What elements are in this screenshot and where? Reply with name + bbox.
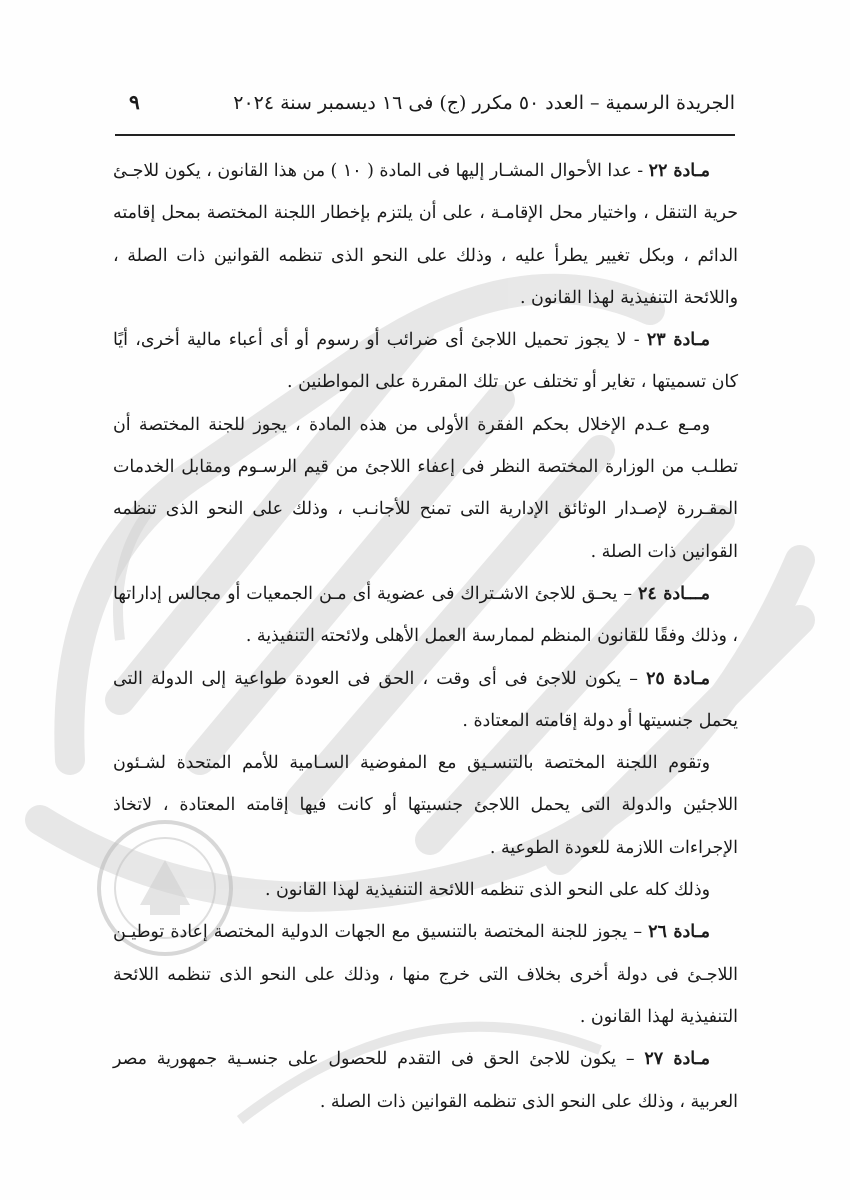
- article-text: - عدا الأحوال المشـار إليها فى المادة ( ١٠ ) من هذا القانون ، يكون للاجـئ حرية التنقل ، واختيار محل الإقامـة ، على أن يلتزم بإخطار اللجنة المختصة بمحل إقامته الدائم ، وبكل تغيير يطرأ عليه ، وذلك على النحو الذى تنظمه القوانين ذات الصلة ، واللائحة التنفيذية لهذا القانون .: [113, 161, 738, 308]
- article-text: وتقوم اللجنة المختصة بالتنسـيق مع المفوضية السـامية للأمم المتحدة لشـئون اللاجئين والدولة التى يحمل اللاجئ جنسيتها أو كانت فيها إقامته المعتادة ، لاتخاذ الإجراءات اللازمة للعودة الطوعية .: [113, 753, 738, 858]
- article-22-paragraph: [113, 150, 738, 319]
- article-25-paragraph: [113, 658, 738, 743]
- article-text: – يجوز للجنة المختصة بالتنسيق مع الجهات الدولية المختصة إعادة توطيـن اللاجـئ فى دولة أخرى بخلاف التى خرج منها ، وذلك على النحو الذى تنظمه اللائحة التنفيذية لهذا القانون .: [113, 922, 738, 1027]
- article-text: ومـع عـدم الإخلال بحكم الفقرة الأولى من هذه المادة ، يجوز للجنة المختصة أن تطلـب من الوزارة المختصة النظر فى إعفاء اللاجئ من قيم الرسـوم ومقابل الخدمات المقـررة لإصـدار الوثائق الإدارية التى تمنح للأجانـب ، وذلك على النحو الذى تنظمه القوانين ذات الصلة .: [113, 414, 738, 562]
- gazette-title: الجريدة الرسمية – العدد ٥٠ مكرر (ج) فى ١٦ ديسمبر سنة ٢٠٢٤: [233, 92, 735, 114]
- article-label: مـادة ٢٧: [644, 1049, 710, 1070]
- header-divider: [115, 134, 735, 136]
- article-body: [113, 150, 738, 1123]
- article-23-paragraph: [113, 319, 738, 404]
- article-24-paragraph: [113, 573, 738, 658]
- article-label: مـــادة ٢٤: [638, 583, 710, 604]
- article-23-clause-2: [113, 404, 738, 573]
- article-label: مـادة ٢٦: [648, 922, 710, 943]
- article-25-clause-2: [113, 742, 738, 869]
- article-label: مـادة ٢٢: [648, 161, 710, 181]
- article-25-clause-3: [113, 869, 738, 911]
- article-text: - لا يجوز تحميل اللاجئ أى ضرائب أو رسوم أو أى أعباء مالية أخرى، أيًا كان تسميتها ، تغاير أو تختلف عن تلك المقررة على المواطنين .: [113, 330, 738, 393]
- gazette-header: [115, 92, 735, 130]
- article-text: وذلك كله على النحو الذى تنظمه اللائحة التنفيذية لهذا القانون .: [264, 880, 710, 901]
- article-26-paragraph: [113, 911, 738, 1038]
- article-text: – يكون للاجئ الحق فى التقدم للحصول على جنسـية جمهورية مصر العربية ، وذلك على النحو الذى تنظمه القوانين ذات الصلة .: [113, 1049, 738, 1112]
- article-text: – يحـق للاجئ الاشـتراك فى عضوية أى مـن الجمعيات أو مجالس إداراتها ، وذلك وفقًا للقانون المنظم لممارسة العمل الأهلى ولائحته التنفيذية .: [113, 583, 738, 647]
- article-label: مـادة ٢٣: [646, 330, 710, 351]
- article-label: مـادة ٢٥: [646, 668, 710, 689]
- article-27-paragraph: [113, 1038, 738, 1123]
- article-text: – يكون للاجئ فى أى وقت ، الحق فى العودة طواعية إلى الدولة التى يحمل جنسيتها أو دولة إقامته المعتادة .: [113, 668, 738, 731]
- page-number: ٩: [129, 90, 140, 114]
